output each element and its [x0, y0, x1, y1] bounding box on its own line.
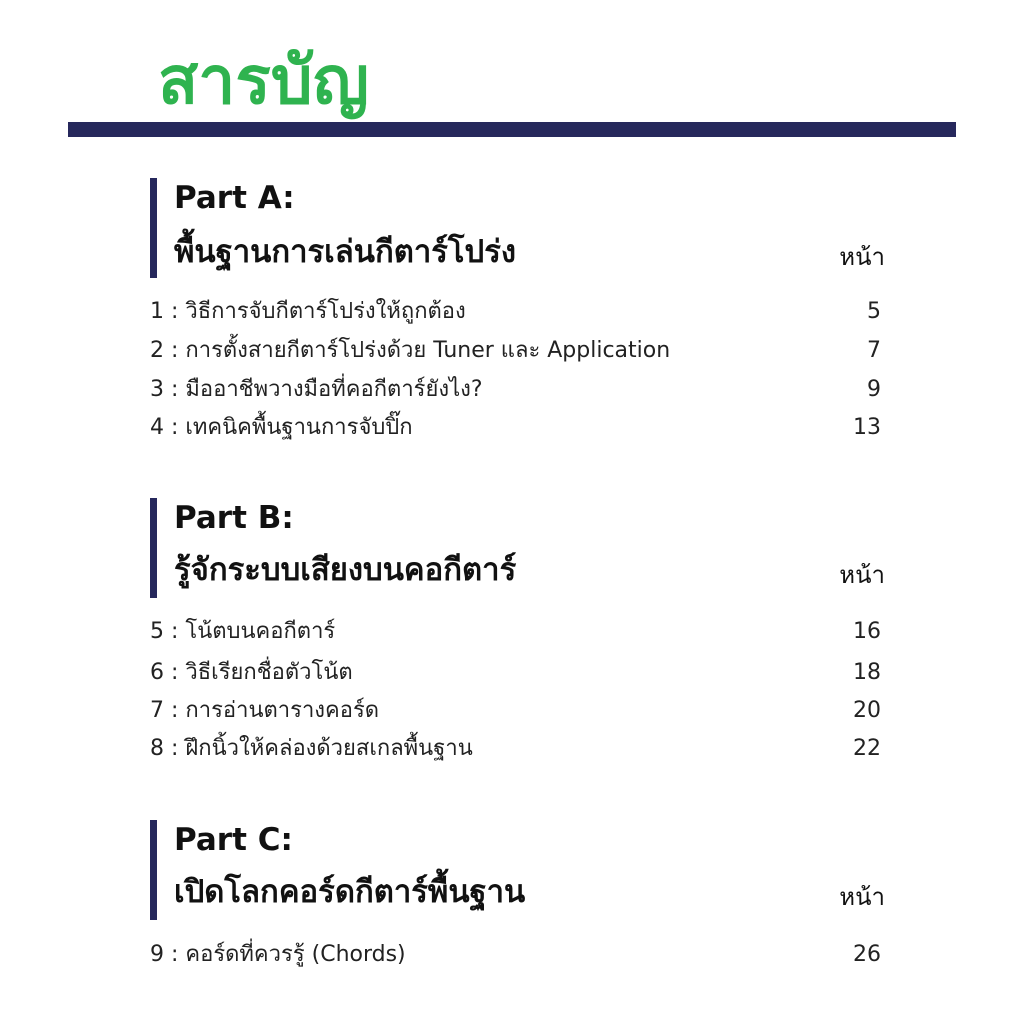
toc-entry[interactable]	[150, 614, 895, 650]
toc-entry[interactable]	[150, 410, 895, 446]
toc-entry-title: 2 : การตั้งสายกีตาร์โปร่งด้วย Tuner และ Application	[150, 338, 671, 363]
toc-entry-page: 26	[853, 942, 881, 967]
toc-entry-page: 18	[853, 660, 881, 685]
part-subtitle: พื้นฐานการเล่นกีตาร์โปร่ง	[174, 234, 517, 270]
toc-entry[interactable]	[150, 731, 895, 767]
page-column-label: หน้า	[839, 561, 885, 589]
toc-entry-title: 7 : การอ่านตารางคอร์ด	[150, 698, 380, 723]
section-part-c	[150, 818, 895, 978]
toc-entry-page: 9	[867, 377, 881, 402]
toc-entry-title: 6 : วิธีเรียกชื่อตัวโน้ต	[150, 660, 353, 685]
toc-entry[interactable]	[150, 937, 895, 973]
toc-entry-title: 4 : เทคนิคพื้นฐานการจับปิ๊ก	[150, 415, 413, 440]
toc-entry-title: 1 : วิธีการจับกีตาร์โปร่งให้ถูกต้อง	[150, 299, 466, 324]
part-label: Part C:	[174, 822, 293, 858]
toc-entry-page: 7	[867, 338, 881, 363]
page-column-label: หน้า	[839, 883, 885, 911]
toc-entry-page: 5	[867, 299, 881, 324]
part-label: Part B:	[174, 500, 294, 536]
section-accent-bar	[150, 178, 157, 278]
section-accent-bar	[150, 498, 157, 598]
toc-entry-page: 20	[853, 698, 881, 723]
section-part-a	[150, 176, 895, 446]
part-subtitle: เปิดโลกคอร์ดกีตาร์พื้นฐาน	[174, 874, 526, 910]
toc-entry-title: 8 : ฝึกนิ้วให้คล่องด้วยสเกลพื้นฐาน	[150, 736, 473, 761]
toc-entry-page: 16	[853, 619, 881, 644]
toc-entry[interactable]	[150, 693, 895, 729]
toc-entry[interactable]	[150, 655, 895, 691]
toc-entry[interactable]	[150, 294, 895, 330]
toc-entry-title: 9 : คอร์ดที่ควรรู้ (Chords)	[150, 942, 406, 967]
part-label: Part A:	[174, 180, 295, 216]
title-rule	[68, 122, 956, 137]
page-title: สารบัญ	[158, 42, 369, 119]
toc-entry[interactable]	[150, 372, 895, 408]
toc-entry-page: 22	[853, 736, 881, 761]
toc-entry-title: 3 : มืออาชีพวางมือที่คอกีตาร์ยังไง?	[150, 377, 483, 402]
page-column-label: หน้า	[839, 243, 885, 271]
toc-entry-page: 13	[853, 415, 881, 440]
toc-entry-title: 5 : โน้ตบนคอกีตาร์	[150, 619, 336, 644]
toc-entry[interactable]	[150, 333, 895, 369]
section-accent-bar	[150, 820, 157, 920]
section-part-b	[150, 496, 895, 766]
part-subtitle: รู้จักระบบเสียงบนคอกีตาร์	[174, 552, 517, 588]
